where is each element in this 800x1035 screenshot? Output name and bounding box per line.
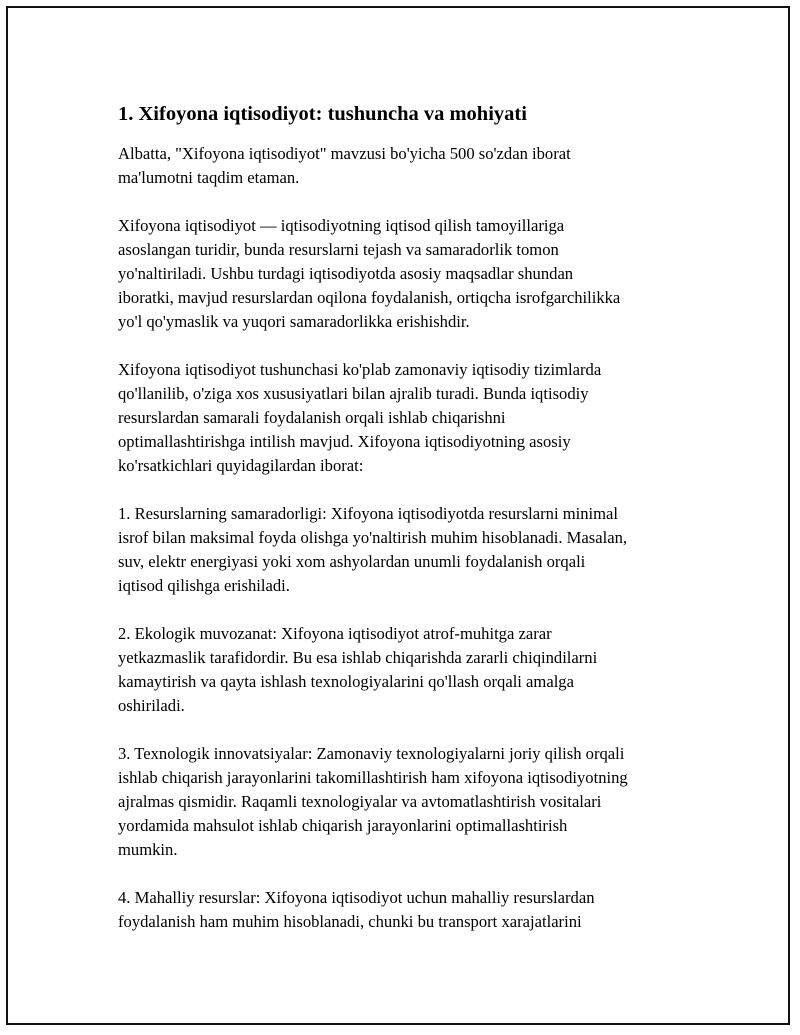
list-item-local-resources: 4. Mahalliy resurslar: Xifoyona iqtisodiyot uchun mahalliy resurslardan foydalanish ham muhim hisoblanadi, chunki bu transport xarajatlarini	[118, 888, 595, 931]
paragraph-intro: Albatta, "Xifoyona iqtisodiyot" mavzusi bo'yicha 500 so'zdan iborat ma'lumotni taqdim etaman.	[118, 144, 571, 187]
list-item-ecological-balance: 2. Ekologik muvozanat: Xifoyona iqtisodiyot atrof-muhitga zarar yetkazmaslik tarafidordir. Bu esa ishlab chiqarishda zararli chiqindilarni kamaytirish va qayta ishlash texnologiyalarini qo'llash orqali amalga oshiriladi.	[118, 624, 598, 715]
document-title: 1. Xifoyona iqtisodiyot: tushuncha va mohiyati	[118, 103, 527, 125]
list-item-resource-efficiency: 1. Resurslarning samaradorligi: Xifoyona iqtisodiyotda resurslarni minimal isrof bilan maksimal foyda olishga yo'naltirish muhim hisoblanadi. Masalan, suv, elektr energiyasi yoki xom ashyolardan unumli foydalanish orqali iqtisod qilishga erishiladi.	[118, 504, 628, 595]
paragraph-definition: Xifoyona iqtisodiyot — iqtisodiyotning iqtisod qilish tamoyillariga asoslangan turidir, bunda resurslarni tejash va samaradorlik tomon yo'naltiriladi. Ushbu turdagi iqtisodiyotda asosiy maqsadlar shundan iboratki, mavjud resurslardan oqilona foydalanish, ortiqcha isrofgarchilikka yo'l qo'ymaslik va yuqori samaradorlikka erishishdir.	[118, 216, 621, 331]
page-frame	[6, 6, 790, 1025]
list-item-technological-innovation: 3. Texnologik innovatsiyalar: Zamonaviy texnologiyalarni joriy qilish orqali ishlab chiqarish jarayonlarini takomillashtirish ham xifoyona iqtisodiyotning ajralmas qismidir. Raqamli texnologiyalar va avtomatlashtirish vositalari yordamida mahsulot ishlab chiqarish jarayonlarini optimallashtirish mumkin.	[118, 744, 628, 859]
document-body	[118, 100, 708, 934]
paragraph-concept: Xifoyona iqtisodiyot tushunchasi ko'plab zamonaviy iqtisodiy tizimlarda qo'llanilib, o'ziga xos xususiyatlari bilan ajralib turadi. Bunda iqtisodiy resurslardan samarali foydalanish orqali ishlab chiqarishni optimallashtirishga intilish mavjud. Xifoyona iqtisodiyotning asosiy ko'rsatkichlari quyidagilardan iborat:	[118, 360, 602, 475]
